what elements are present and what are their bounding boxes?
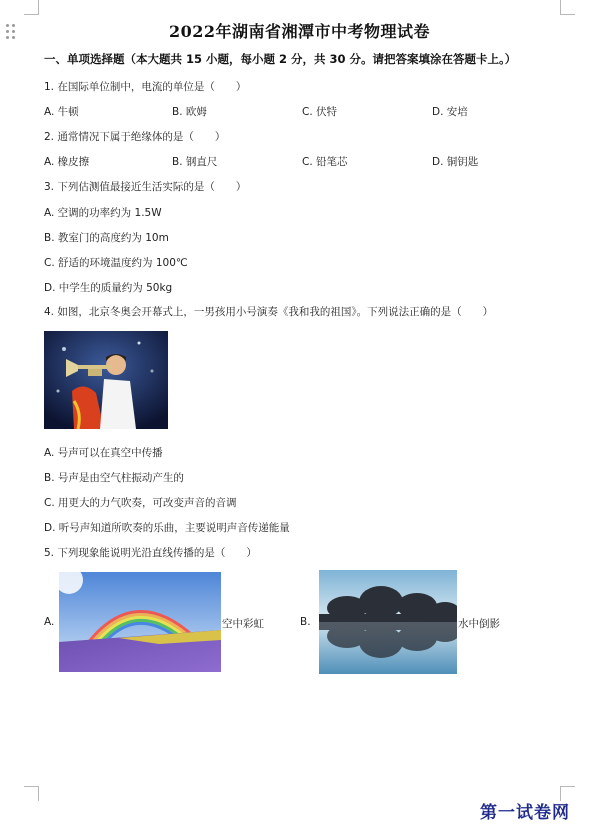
section-heading: 一、单项选择题（本大题共 15 小题，每小题 2 分，共 30 分。请把答案填涂在答题卡上。）: [44, 52, 517, 66]
page-corner-mark-top-right: [560, 0, 575, 15]
option-a: A. 橡皮擦: [44, 156, 90, 168]
question-stem: 5. 下列现象能说明光沿直线传播的是（ ）: [44, 547, 257, 559]
site-watermark-logo: 第一试卷网: [480, 803, 570, 823]
page-corner-mark-top-left: [24, 0, 39, 15]
option-a: A. 空调的功率约为 1.5W: [44, 207, 162, 219]
option-d: D. 听号声知道所吹奏的乐曲，主要说明声音传递能量: [44, 522, 290, 534]
option-d: D. 铜钥匙: [432, 156, 479, 168]
option-c: C. 伏特: [302, 106, 338, 118]
page-corner-mark-bottom-left: [24, 786, 39, 801]
option-a: A. 牛顿: [44, 106, 79, 118]
option-b: B. 教室门的高度约为 10m: [44, 232, 169, 244]
question-stem: 4. 如图，北京冬奥会开幕式上，一男孩用小号演奏《我和我的祖国》。下列说法正确的是（ ）: [44, 306, 494, 318]
question-stem: 2. 通常情况下属于绝缘体的是（ ）: [44, 131, 226, 143]
page-title: 2022年湖南省湘潭市中考物理试卷: [168, 22, 431, 41]
water-reflection-image: [319, 570, 457, 674]
option-d: D. 安培: [432, 106, 468, 118]
option-a-letter: A.: [44, 616, 55, 628]
question-stem: 3. 下列估测值最接近生活实际的是（ ）: [44, 181, 247, 193]
question-stem: 1. 在国际单位制中，电流的单位是（ ）: [44, 81, 247, 93]
option-b: B. 钢直尺: [172, 156, 218, 168]
option-b-caption: 水中倒影: [458, 618, 500, 630]
option-c: C. 铅笔芯: [302, 156, 348, 168]
option-c: C. 用更大的力气吹奏，可改变声音的音调: [44, 497, 237, 509]
option-a: A. 号声可以在真空中传播: [44, 447, 163, 459]
rainbow-image: [59, 572, 221, 672]
option-b: B. 欧姆: [172, 106, 207, 118]
option-b-letter: B.: [300, 616, 311, 628]
trumpet-boy-image: [44, 331, 168, 429]
option-b: B. 号声是由空气柱振动产生的: [44, 472, 184, 484]
option-d: D. 中学生的质量约为 50kg: [44, 282, 173, 294]
option-a-caption: 空中彩虹: [222, 618, 264, 630]
option-c: C. 舒适的环境温度约为 100℃: [44, 257, 188, 269]
